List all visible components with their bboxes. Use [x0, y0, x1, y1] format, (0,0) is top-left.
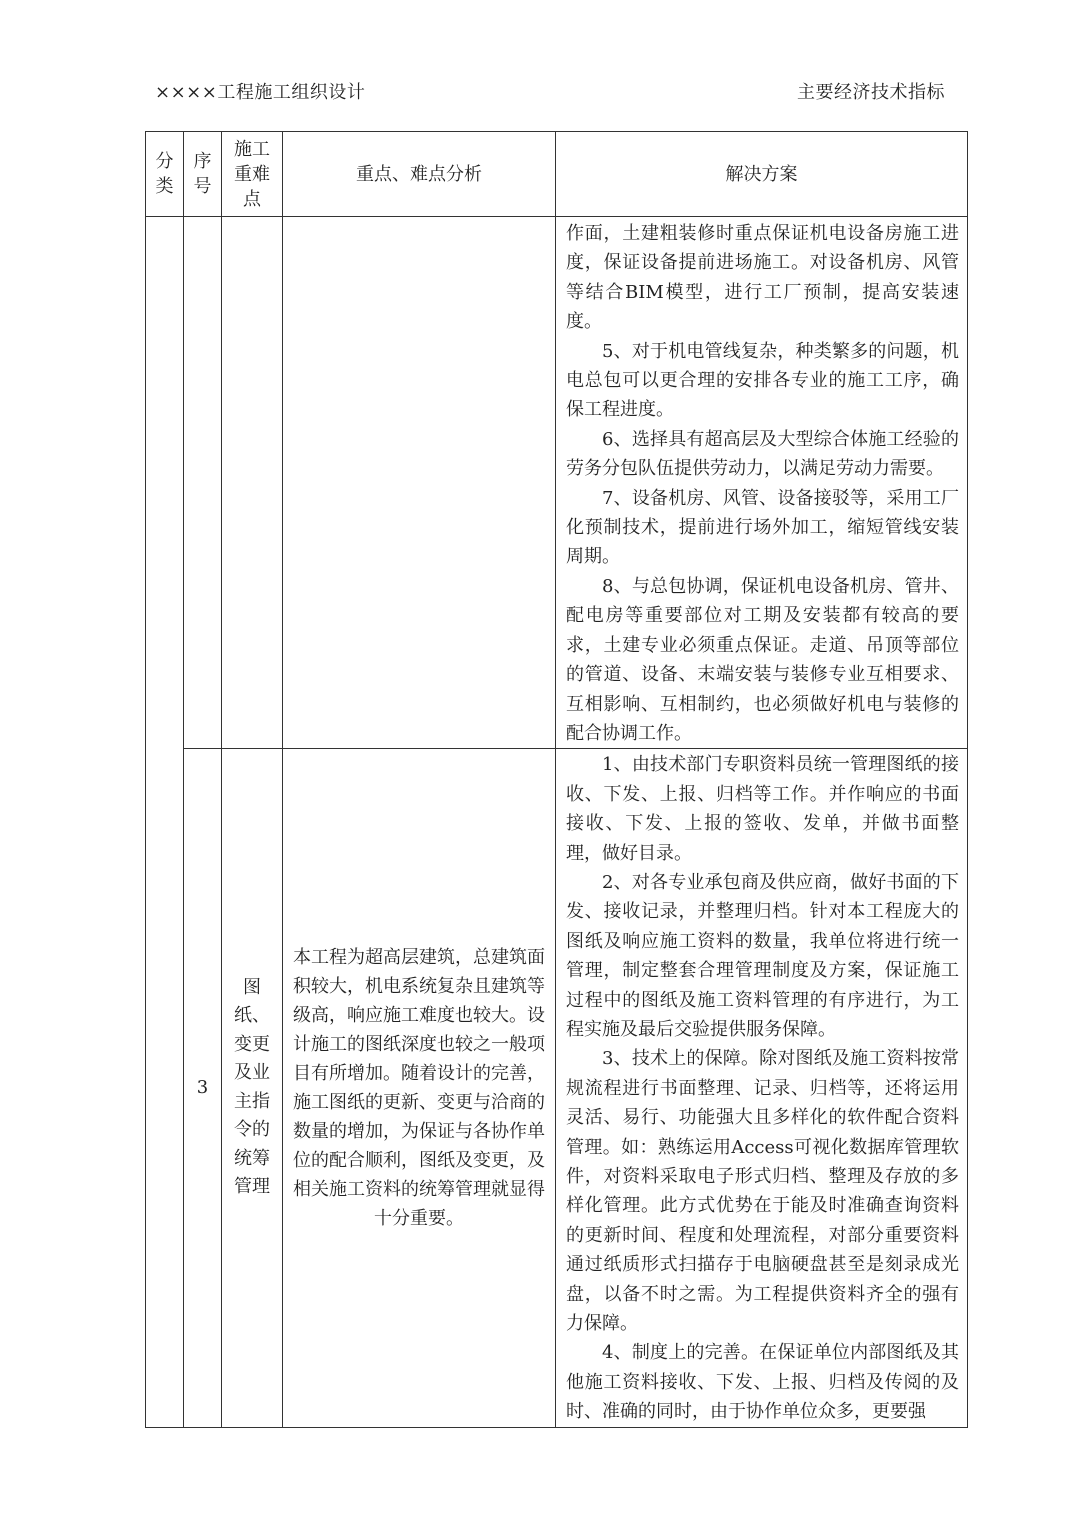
section-title: 主要经济技术指标: [797, 82, 945, 103]
analysis-cell: 本工程为超高层建筑，总建筑面积较大，机电系统复杂且建筑等级高，响应施工难度也较大。设计施工的图纸深度也较之一般项目有所增加。随着设计的完善，施工图纸的更新、变更与洽商的数量的增加，为保证与各协作单位的配合顺利，图纸及变更，及相关施工资料的统筹管理就显得十分重要。: [283, 749, 556, 1427]
col-header-category: 分类: [146, 132, 184, 217]
col-header-analysis: 重点、难点分析: [283, 132, 556, 217]
solution-cell: [556, 749, 968, 1427]
seq-cell: 3: [184, 749, 222, 1427]
category-cell: [146, 217, 184, 1428]
table-row: [146, 217, 968, 749]
solution-paragraph: 8、与总包协调，保证机电设备机房、管井、配电房等重要部位对工期及安装都有较高的要求，土建专业必须重点保证。走道、吊顶等部位的管道、设备、末端安装与装修专业互相要求、互相影响、互相制约，也必须做好机电与装修的配合协调工作。: [566, 575, 959, 744]
table-header-row: [146, 132, 968, 217]
document-title: ××××工程施工组织设计: [155, 82, 366, 103]
solution-paragraph: 4、制度上的完善。在保证单位内部图纸及其他施工资料接收、下发、上报、归档及传阅的及时、准确的同时，由于协作单位众多，更要强: [566, 1342, 959, 1423]
solution-paragraph: 6、选择具有超高层及大型综合体施工经验的劳务分包队伍提供劳动力，以满足劳动力需要。: [566, 428, 959, 480]
col-header-seq: 序号: [184, 132, 222, 217]
col-header-solution: 解决方案: [556, 132, 968, 217]
solution-cell: [556, 217, 968, 749]
col-header-difficulty: 施工重难点: [222, 132, 283, 217]
difficulty-table: [145, 131, 968, 1428]
solution-paragraph: 3、技术上的保障。除对图纸及施工资料按常规流程进行书面整理、记录、归档等，还将运用灵活、易行、功能强大且多样化的软件配合资料管理。如：熟练运用Access可视化数据库管理软件，对资料采取电子形式归档、整理及存放的多样化管理。此方式优势在于能及时准确查询资料的更新时间、程度和处理流程，对部分重要资料通过纸质形式扫描存于电脑硬盘甚至是刻录成光盘，以备不时之需。为工程提供资料齐全的强有力保障。: [566, 1048, 959, 1335]
solution-paragraph: 作面，土建粗装修时重点保证机电设备房施工进度，保证设备提前进场施工。对设备机房、风管等结合BIM模型，进行工厂预制，提高安装速度。: [566, 223, 959, 333]
seq-cell: [184, 217, 222, 749]
solution-paragraph: 1、由技术部门专职资料员统一管理图纸的接收、下发、上报、归档等工作。并作响应的书面接收、下发、上报的签收、发单，并做书面整理，做好目录。: [566, 754, 959, 864]
solution-paragraph: 5、对于机电管线复杂，种类繁多的问题，机电总包可以更合理的安排各专业的施工工序，确保工程进度。: [566, 340, 959, 421]
solution-paragraph: 7、设备机房、风管、设备接驳等，采用工厂化预制技术，提前进行场外加工，缩短管线安装周期。: [566, 487, 959, 568]
difficulty-cell: [222, 217, 283, 749]
table-row: [146, 749, 968, 1427]
analysis-cell: [283, 217, 556, 749]
difficulty-cell: 图纸、变更及业主指令的统筹管理: [222, 749, 283, 1427]
solution-paragraph: 2、对各专业承包商及供应商，做好书面的下发、接收记录，并整理归档。针对本工程庞大的图纸及响应施工资料的数量，我单位将进行统一管理，制定整套合理管理制度及方案，保证施工过程中的图纸及施工资料管理的有序进行，为工程实施及最后交验提供服务保障。: [566, 871, 959, 1040]
